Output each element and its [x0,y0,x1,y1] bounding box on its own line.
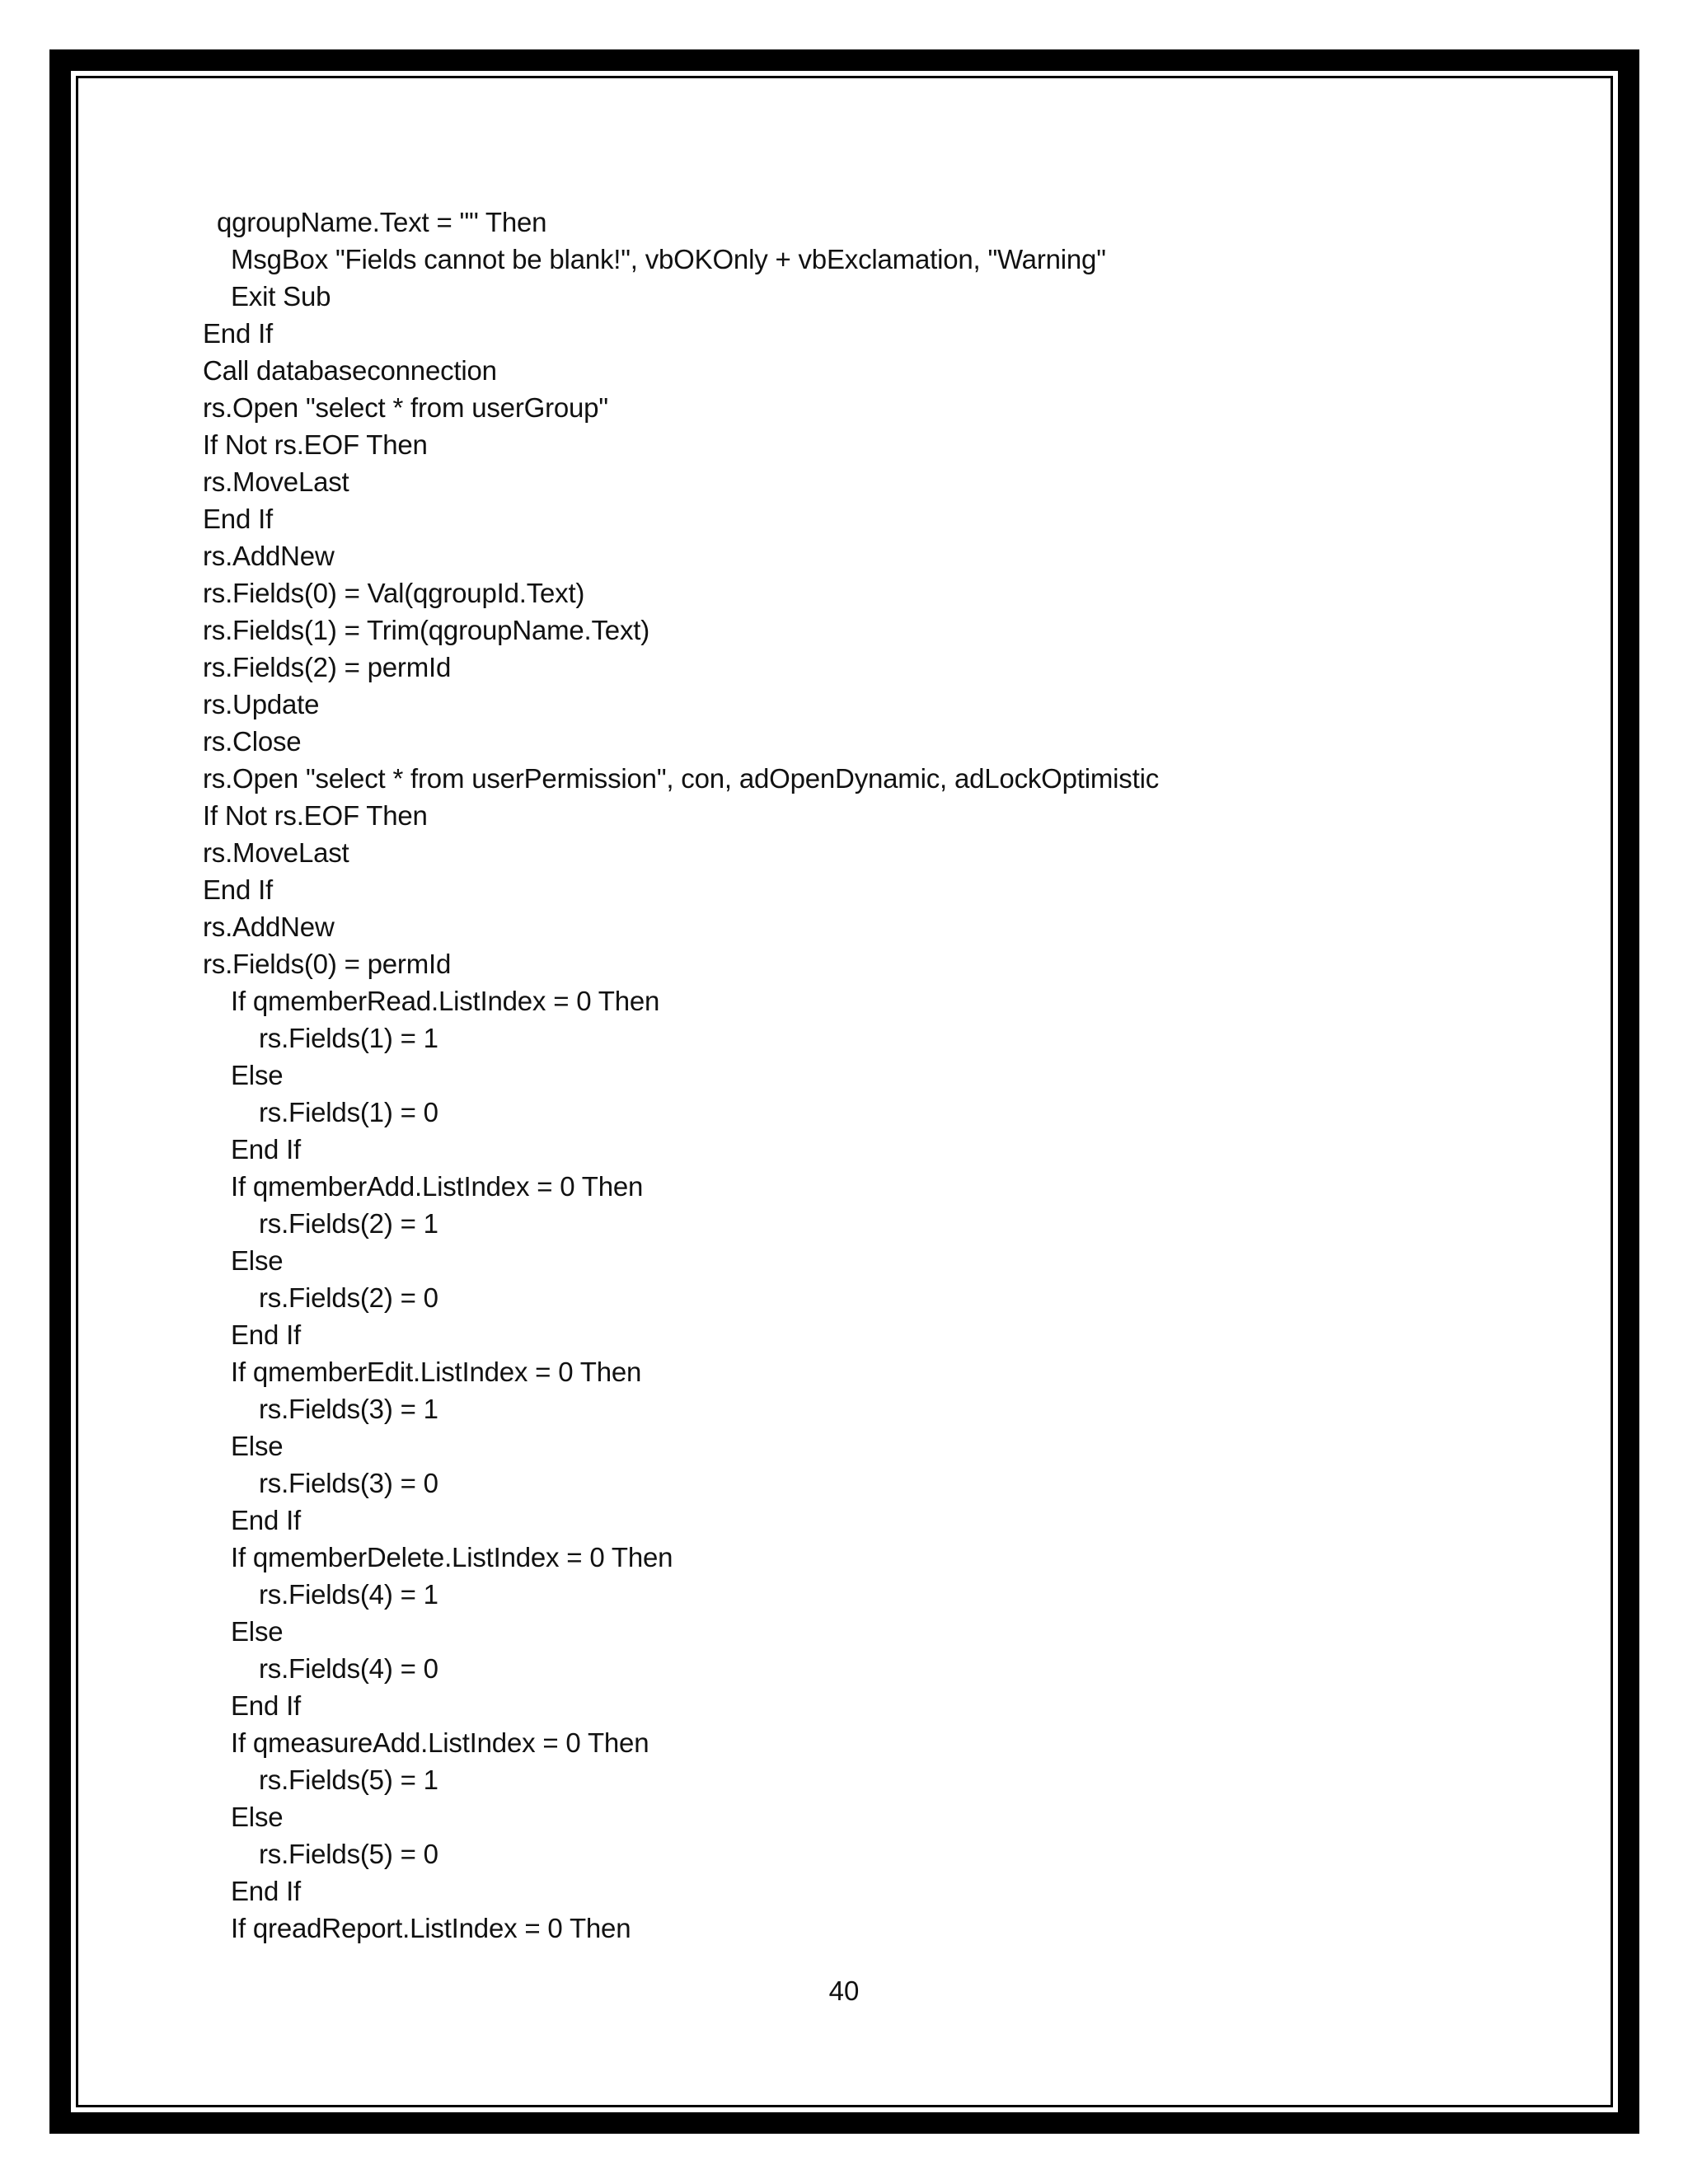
code-line: rs.Update [203,689,320,719]
code-line: rs.Fields(2) = 0 [259,1282,438,1313]
code-line: Else [231,1245,284,1276]
code-line: End If [231,1876,302,1906]
code-line: MsgBox "Fields cannot be blank!", vbOKOnly + vbExclamation, "Warning" [231,244,1106,274]
code-line: rs.Fields(0) = permId [203,949,452,979]
code-line: End If [203,318,274,349]
code-line: rs.Fields(3) = 0 [259,1468,438,1498]
code-line: If Not rs.EOF Then [203,429,428,460]
code-line: End If [231,1319,302,1350]
code-line: End If [203,874,274,905]
page-number: 40 [828,1975,860,2006]
code-line: rs.MoveLast [203,466,349,497]
code-line: If Not rs.EOF Then [203,800,428,831]
code-line: qgroupName.Text = "" Then [217,207,547,237]
code-line: If qmeasureAdd.ListIndex = 0 Then [231,1727,649,1758]
code-line: rs.Close [203,726,302,757]
code-line: rs.Fields(2) = permId [203,652,452,682]
code-line: If qmemberEdit.ListIndex = 0 Then [231,1357,642,1387]
code-line: rs.Fields(3) = 1 [259,1394,438,1424]
code-line: rs.Fields(1) = 0 [259,1097,438,1127]
code-line: rs.AddNew [203,912,335,942]
code-line: rs.Fields(5) = 1 [259,1765,438,1795]
code-line: rs.MoveLast [203,837,349,868]
code-line: Else [231,1802,284,1832]
code-line: End If [231,1690,302,1721]
code-line: If qmemberAdd.ListIndex = 0 Then [231,1171,644,1202]
code-line: If qmemberDelete.ListIndex = 0 Then [231,1542,673,1572]
code-line: End If [231,1134,302,1165]
code-line: End If [203,504,274,534]
code-line: rs.Fields(1) = Trim(qgroupName.Text) [203,615,650,645]
code-line: rs.Fields(0) = Val(qgroupId.Text) [203,578,585,608]
code-line: If qreadReport.ListIndex = 0 Then [231,1913,631,1943]
code-line: rs.Open "select * from userGroup" [203,392,608,423]
code-line: rs.Fields(2) = 1 [259,1208,438,1239]
code-line: Else [231,1431,284,1461]
code-line: End If [231,1505,302,1535]
code-line: Else [231,1616,284,1647]
code-line: rs.AddNew [203,541,335,571]
code-line: rs.Open "select * from userPermission", con, adOpenDynamic, adLockOptimistic [203,763,1160,794]
code-line: Call databaseconnection [203,355,497,386]
code-line: rs.Fields(4) = 1 [259,1579,438,1610]
code-line: Exit Sub [231,281,331,312]
code-line: If qmemberRead.ListIndex = 0 Then [231,986,660,1016]
code-line: rs.Fields(1) = 1 [259,1023,438,1053]
code-line: rs.Fields(5) = 0 [259,1839,438,1869]
code-line: rs.Fields(4) = 0 [259,1653,438,1684]
code-line: Else [231,1060,284,1090]
